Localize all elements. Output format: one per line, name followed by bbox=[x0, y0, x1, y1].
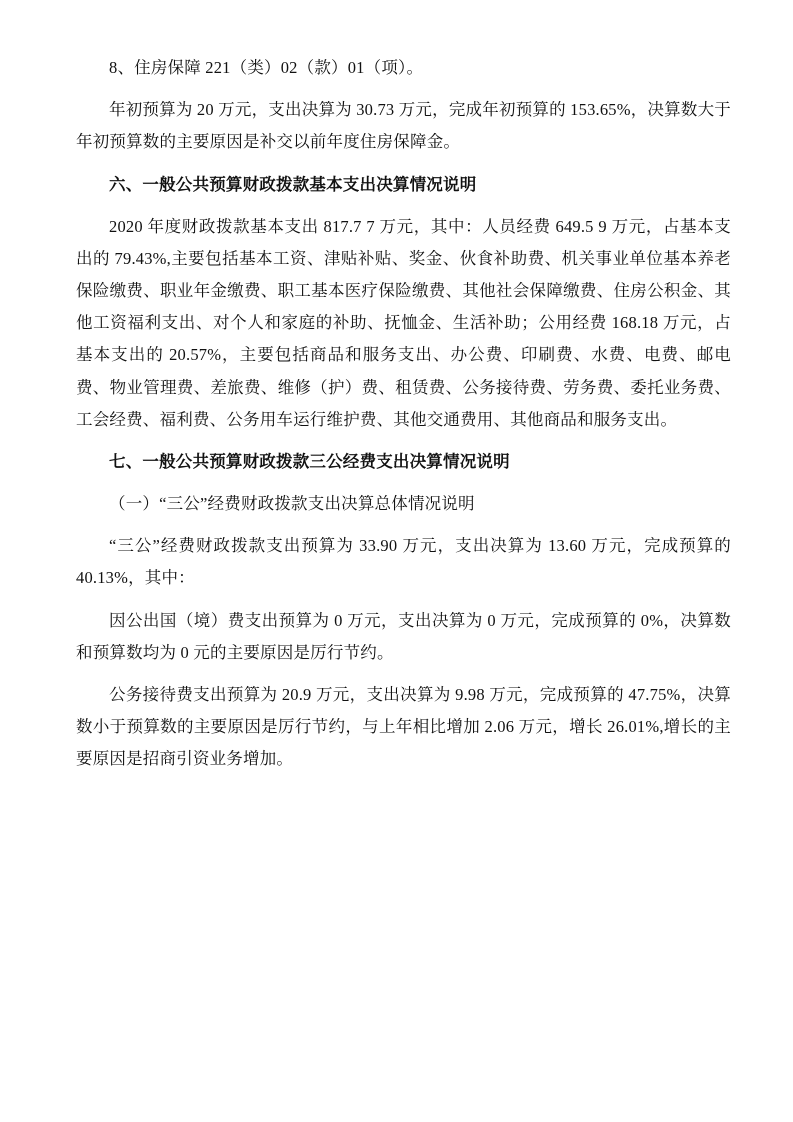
paragraph-item-8-body: 年初预算为 20 万元，支出决算为 30.73 万元，完成年初预算的 153.65%，决算数大于年初预算数的主要原因是补交以前年度住房保障金。 bbox=[76, 100, 731, 152]
paragraph-section-six-body: 2020 年度财政拨款基本支出 817.7 7 万元，其中：人员经费 649.5 9 万元，占基本支出的 79.43%,主要包括基本工资、津贴补贴、奖金、伙食补助费、机关事业单位基本养老保险缴费、职业年金缴费、职工基本医疗保险缴费、其他社会保障缴费、住房公积金、其他工资福利支出、对个人和家庭的补助、抚恤金、生活补助；公用经费 168.18 万元，占基本支出的 20.57%，主要包括商品和服务支出、办公费、印刷费、水费、电费、邮电费、物业管理费、差旅费、维修（护）费、租赁费、公务接待费、劳务费、委托业务费、工会经费、福利费、公务用车运行维护费、其他交通费用、其他商品和服务支出。 bbox=[76, 216, 731, 429]
paragraph-reception-expense: 公务接待费支出预算为 20.9 万元，支出决算为 9.98 万元，完成预算的 47.75%，决算数小于预算数的主要原因是厉行节约，与上年相比增加 2.06 万元，增长 26.01%,增长的主要原因是招商引资业务增加。 bbox=[76, 684, 731, 769]
heading-section-six: 六、一般公共预算财政拨款基本支出决算情况说明 bbox=[109, 174, 477, 194]
paragraph-sangong-total: “三公”经费财政拨款支出预算为 33.90 万元，支出决算为 13.60 万元，完成预算的 40.13%，其中： bbox=[76, 536, 731, 588]
subheading-section-seven-one: （一）“三公”经费财政拨款支出决算总体情况说明 bbox=[109, 494, 475, 514]
heading-section-seven: 七、一般公共预算财政拨款三公经费支出决算情况说明 bbox=[109, 451, 510, 471]
paragraph-abroad-expense: 因公出国（境）费支出预算为 0 万元，支出决算为 0 万元，完成预算的 0%，决算数和预算数均为 0 元的主要原因是厉行节约。 bbox=[76, 610, 731, 662]
paragraph-item-8-heading: 8、住房保障 221（类）02（款）01（项）。 bbox=[109, 58, 424, 77]
document-body bbox=[76, 52, 731, 775]
